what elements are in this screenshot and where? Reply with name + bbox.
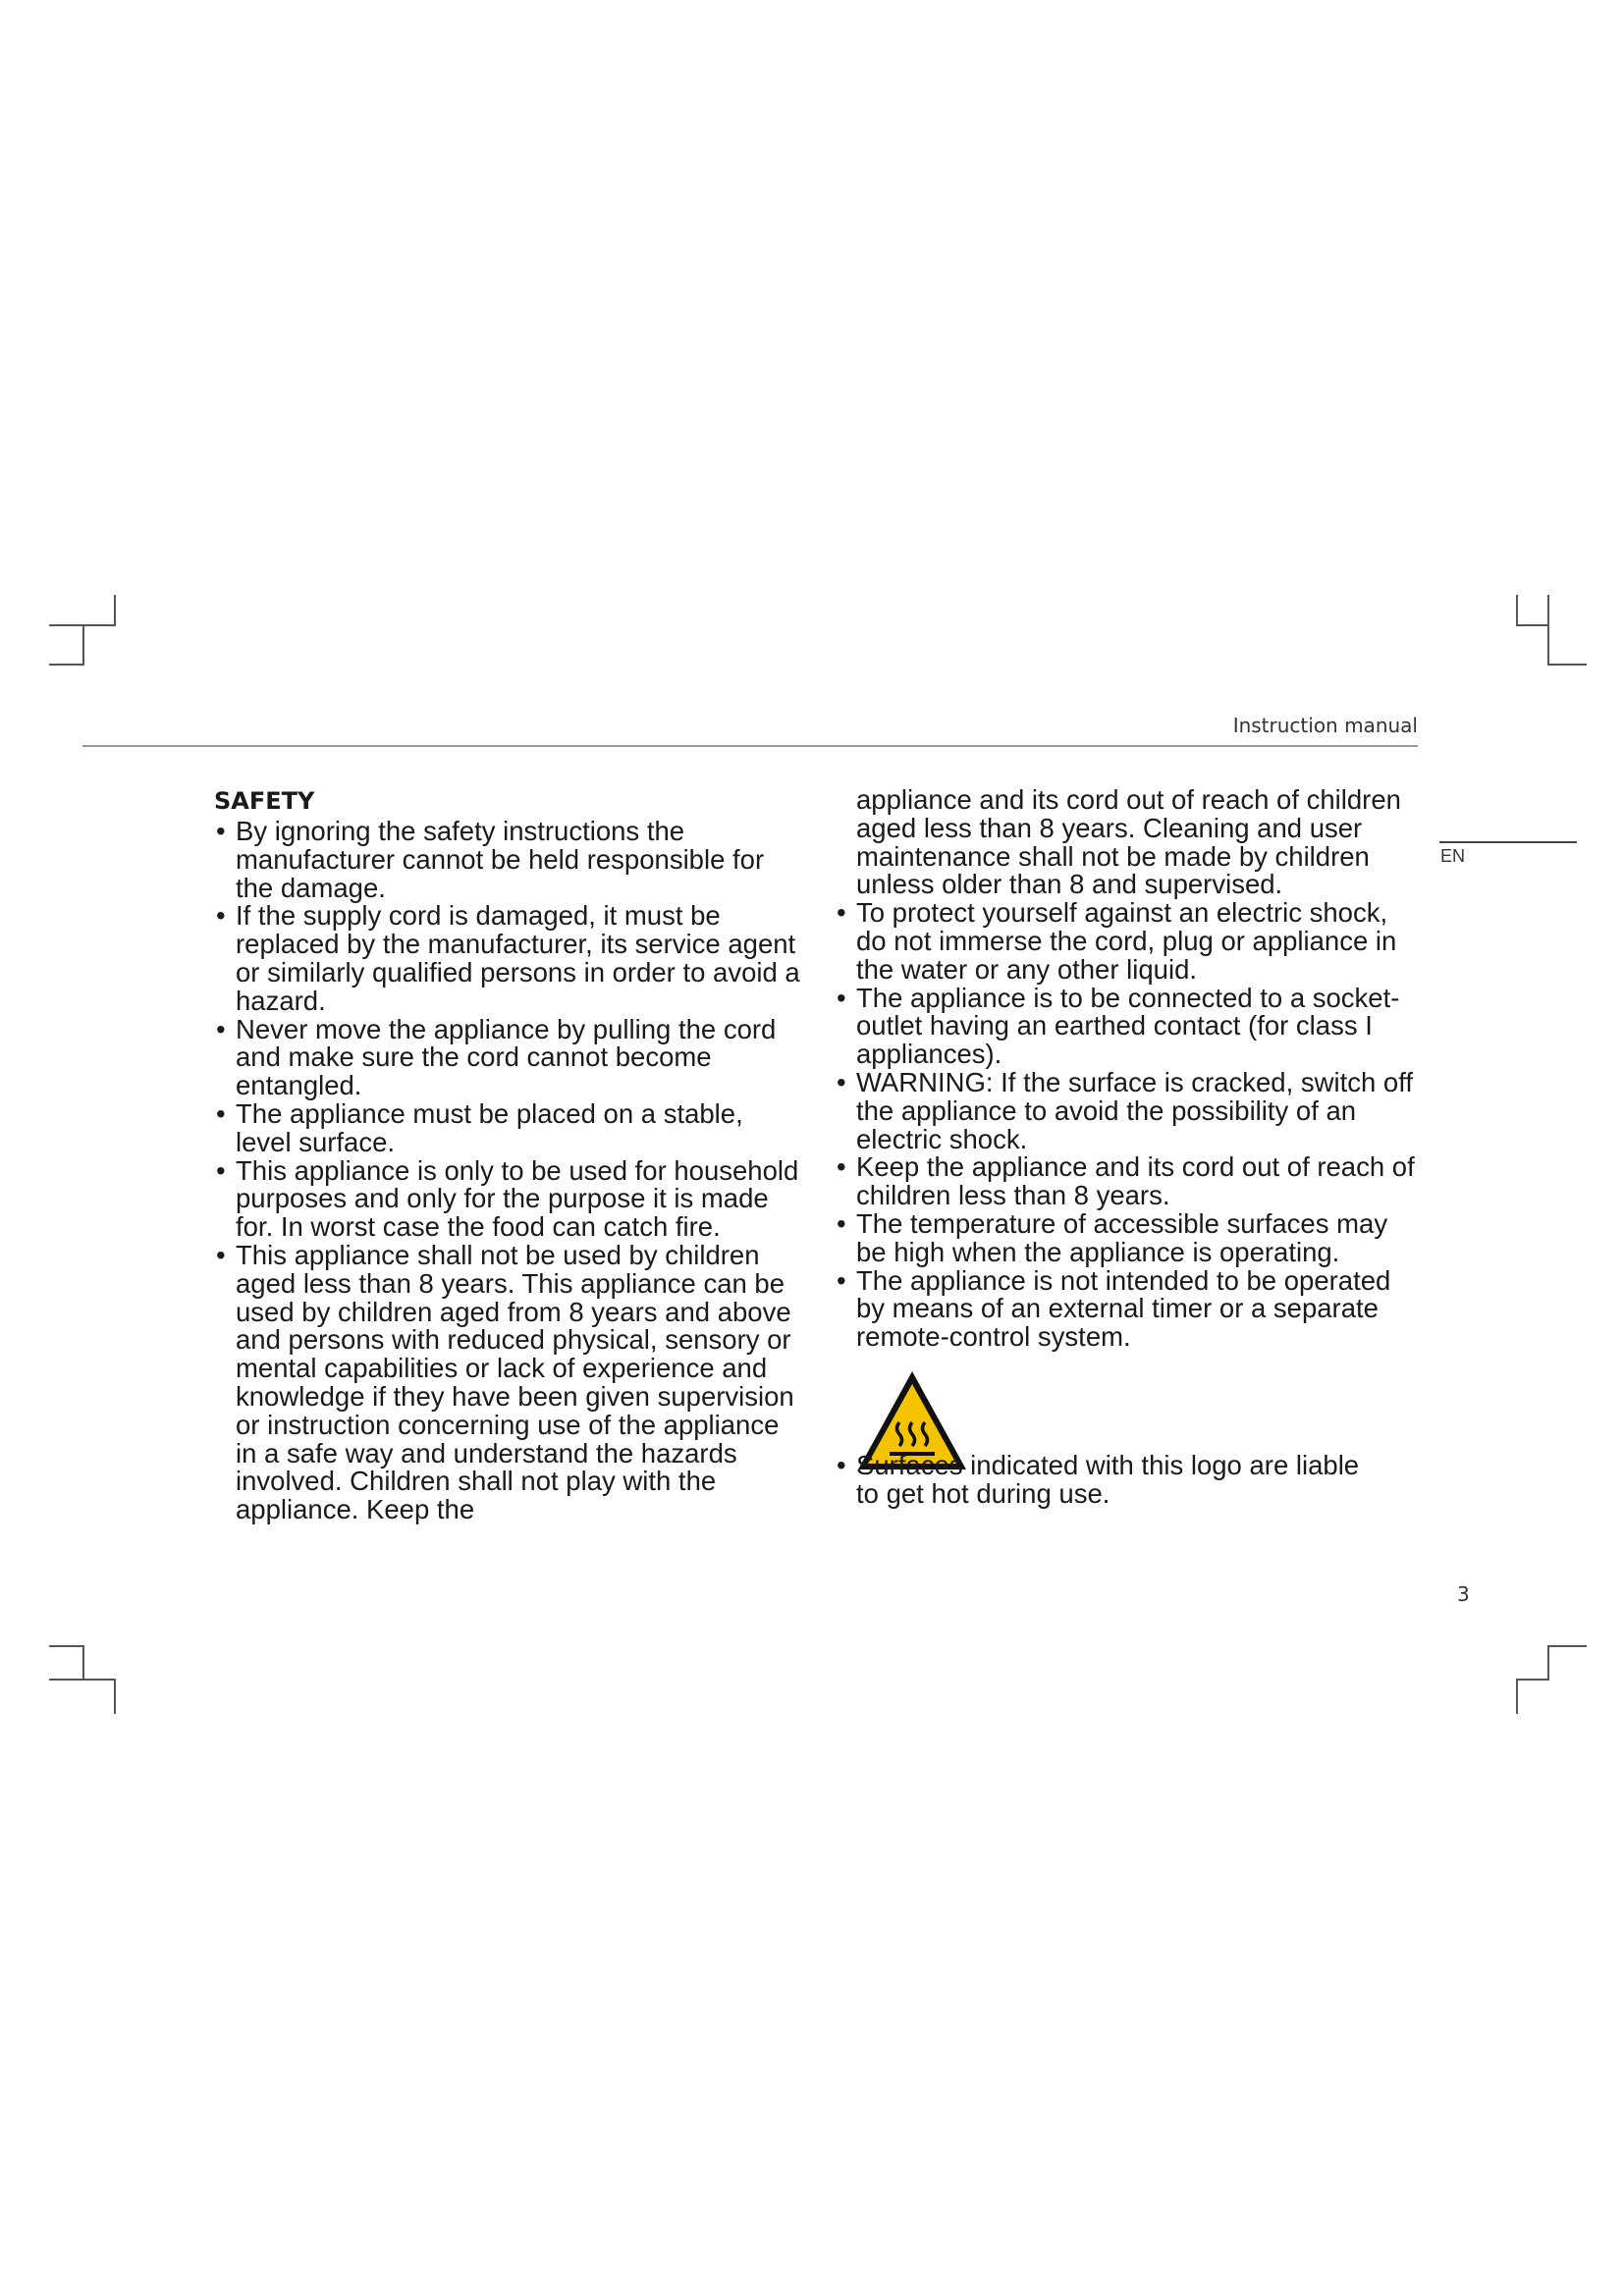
safety-item: • The appliance is to be connected to a socket-outlet having an earthed contact (for class I appliances). [835,985,1424,1069]
safety-list-right [835,899,1424,1352]
header-divider [82,745,1418,747]
left-column [214,786,803,1524]
safety-item: • The appliance must be placed on a stable, level surface. [214,1100,803,1157]
safety-item: • The temperature of accessible surfaces may be high when the appliance is operating. [835,1210,1424,1267]
language-tab-divider [1439,841,1577,843]
header-title: Instruction manual [1232,714,1418,737]
safety-item: • This appliance shall not be used by children aged less than 8 years. This appliance can be used by children aged from 8 years and above and persons with reduced physical, sensory or mental capabilities or lack of experience and knowledge if they have been given supervision or instruction concerning use of the appliance in a safe way and understand the hazards involved. Children shall not play with the appliance. Keep the [214,1242,803,1524]
safety-item: • Never move the appliance by pulling the cord and make sure the cord cannot become entangled. [214,1016,803,1100]
safety-item: • If the supply cord is damaged, it must be replaced by the manufacturer, its service agent or similarly qualified persons in order to avoid a hazard. [214,902,803,1015]
page-number: 3 [1457,1582,1470,1606]
safety-item: • Surfaces indicated with this logo are liable to get hot during use. [835,1452,1384,1509]
safety-item: • To protect yourself against an electric shock, do not immerse the cord, plug or appliance in the water or any other liquid. [835,899,1424,984]
safety-item: • This appliance is only to be used for household purposes and only for the purpose it is made for. In worst case the food can catch fire. [214,1157,803,1242]
right-column [835,786,1424,1352]
hot-surface-note [835,1452,1384,1509]
safety-item: • By ignoring the safety instructions the manufacturer cannot be held responsible for the damage. [214,818,803,902]
safety-item: • The appliance is not intended to be operated by means of an external timer or a separate remote-control system. [835,1267,1424,1352]
safety-item: • Keep the appliance and its cord out of reach of children less than 8 years. [835,1153,1424,1210]
safety-item-continuation: appliance and its cord out of reach of children aged less than 8 years. Cleaning and user maintenance shall not be made by children unless older than 8 and supervised. [856,784,1401,900]
section-heading: SAFETY [214,787,315,815]
language-label: EN [1440,846,1466,866]
safety-item: • WARNING: If the surface is cracked, switch off the appliance to avoid the possibility of an electric shock. [835,1069,1424,1153]
safety-list-left [214,818,803,1524]
